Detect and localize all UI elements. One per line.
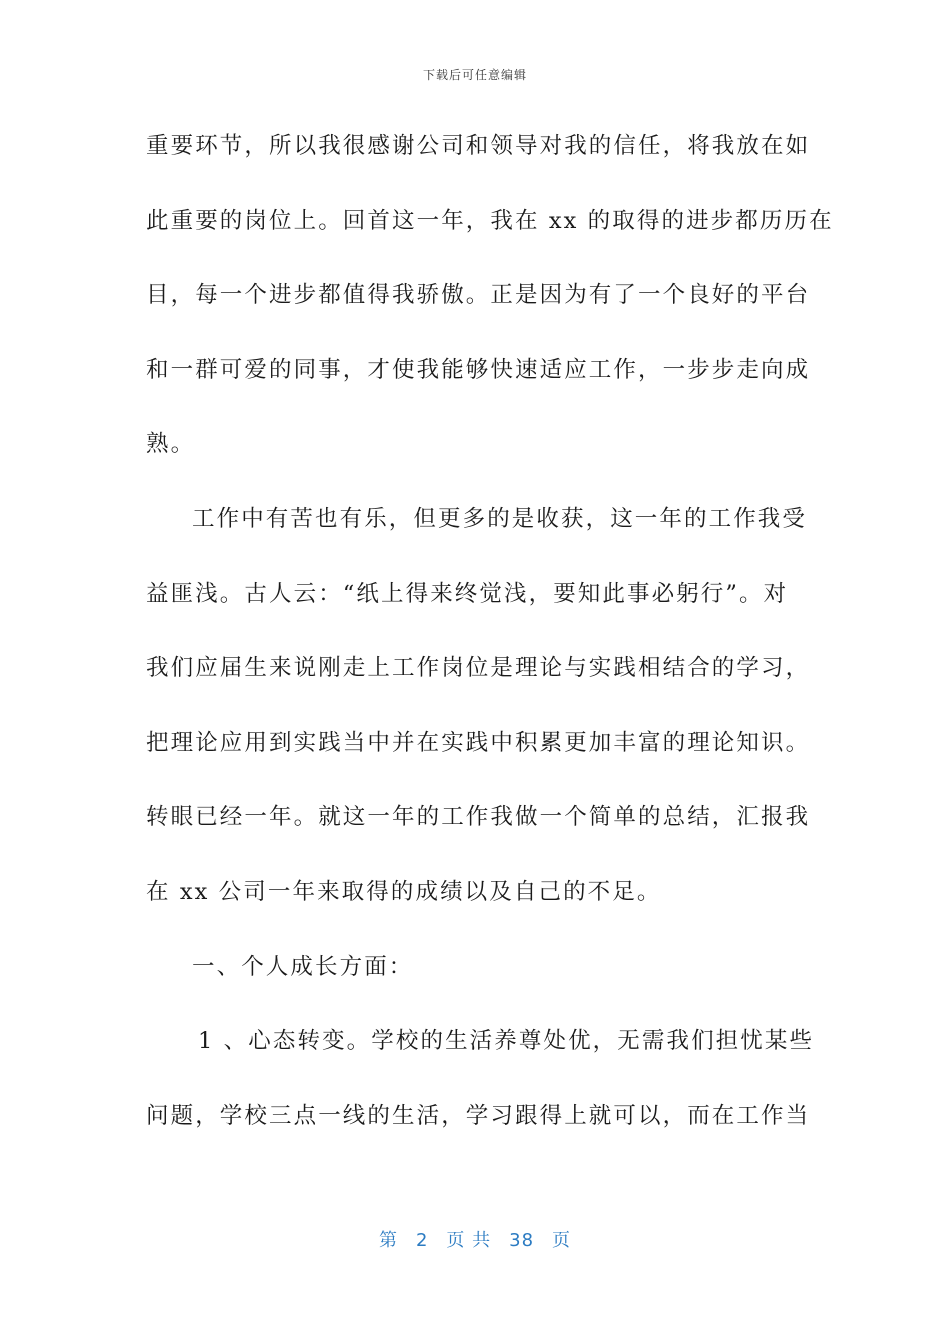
- body-line: 重要环节，所以我很感谢公司和领导对我的信任，将我放在如: [146, 133, 811, 159]
- header-note: 下载后可任意编辑: [422, 68, 527, 82]
- body-line: 熟。: [146, 431, 196, 458]
- paragraph-start-line: 工作中有苦也有乐，但更多的是收获，这一年的工作我受: [192, 505, 808, 532]
- page-label-prefix: 第: [378, 1230, 398, 1251]
- body-line: 益匪浅。古人云：“纸上得来终觉浅，要知此事必躬行”。对: [146, 580, 789, 607]
- body-line: 此重要的岗位上。回首这一年，我在 xx 的取得的进步都历历在: [146, 207, 834, 234]
- body-line: 我们应届生来说刚走上工作岗位是理论与实践相结合的学习，: [146, 655, 811, 682]
- numbered-item-line: 1 、心态转变。学校的生活养尊处优，无需我们担忧某些: [198, 1028, 815, 1055]
- document-body: [146, 118, 834, 1162]
- body-line: 转眼已经一年。就这一年的工作我做一个简单的总结，汇报我: [146, 804, 811, 831]
- body-line: 问题，学校三点一线的生活，学习跟得上就可以，而在工作当: [146, 1102, 811, 1129]
- body-line: 把理论应用到实践当中并在实践中积累更加丰富的理论知识。: [146, 729, 811, 756]
- total-pages-number: 38: [509, 1230, 535, 1251]
- body-line: 在 xx 公司一年来取得的成绩以及自己的不足。: [146, 878, 662, 905]
- body-line: 目，每一个进步都值得我骄傲。正是因为有了一个良好的平台: [146, 282, 811, 309]
- page-label-mid: 页 共: [446, 1230, 492, 1251]
- body-line: 和一群可爱的同事，才使我能够快速适应工作，一步步走向成: [146, 356, 811, 383]
- current-page-number: 2: [415, 1230, 429, 1251]
- page-footer: [0, 1226, 950, 1252]
- page-label-suffix: 页: [552, 1230, 572, 1251]
- section-heading: 一、个人成长方面：: [192, 953, 414, 980]
